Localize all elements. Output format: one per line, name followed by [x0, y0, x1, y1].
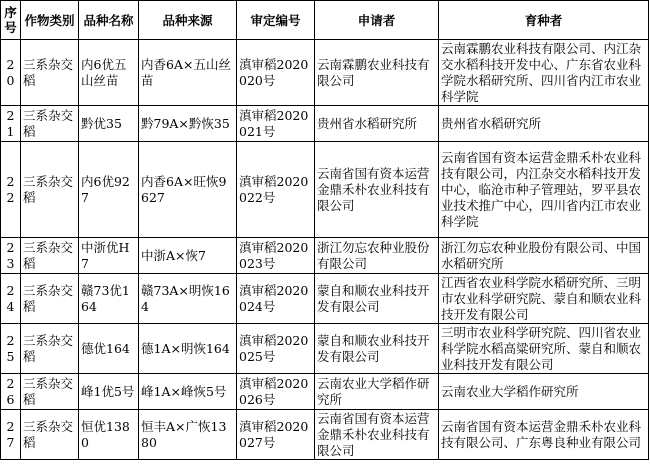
cell-no: 27 [1, 410, 21, 460]
header-applicant: 申请者 [315, 1, 439, 40]
table-row [1, 274, 649, 324]
cell-source: 德1A×明恢164 [139, 324, 237, 374]
cell-source: 内香6A×旺恢9627 [139, 142, 237, 238]
cell-breeder: 贵州省水稻研究所 [439, 106, 649, 142]
header-variety: 品种名称 [79, 1, 139, 40]
cell-variety: 赣73优164 [79, 274, 139, 324]
cell-breeder: 云南省国有资本运营金鼎禾朴农业科技有限公司、广东粤良种业有限公司 [439, 410, 649, 460]
cell-breeder: 云南省国有资本运营金鼎禾朴农业科技有限公司，内江杂交水稻科技开发中心，临沧市种子管理站，罗平县农业技术推广中心，四川省内江市农业科学院 [439, 142, 649, 238]
cell-crop: 三系杂交稻 [21, 40, 79, 106]
cell-breeder: 三明市农业科学研究院、四川省农业科学院水稻高粱研究所、蒙自和顺农业科技开发有限公司 [439, 324, 649, 374]
cell-breeder: 江西省农业科学院水稻研究所、三明市农业科学研究院、蒙自和顺农业科技开发有限公司 [439, 274, 649, 324]
table-row [1, 374, 649, 410]
cell-crop: 三系杂交稻 [21, 142, 79, 238]
table-row [1, 40, 649, 106]
cell-no: 23 [1, 238, 21, 274]
cell-breeder: 云南农业大学稻作研究所 [439, 374, 649, 410]
cell-source: 中浙A×恢7 [139, 238, 237, 274]
header-row [1, 1, 649, 40]
header-breeder: 育种者 [439, 1, 649, 40]
cell-code: 滇审稻2020024号 [237, 274, 315, 324]
cell-variety: 峰1优5号 [79, 374, 139, 410]
header-no: 序号 [1, 1, 21, 40]
cell-source: 黔79A×黔恢35 [139, 106, 237, 142]
cell-crop: 三系杂交稻 [21, 374, 79, 410]
cell-variety: 德优164 [79, 324, 139, 374]
header-crop: 作物类别 [21, 1, 79, 40]
cell-no: 26 [1, 374, 21, 410]
cell-no: 24 [1, 274, 21, 324]
cell-crop: 三系杂交稻 [21, 324, 79, 374]
cell-code: 滇审稻2020023号 [237, 238, 315, 274]
cell-applicant: 蒙自和顺农业科技开发有限公司 [315, 274, 439, 324]
cell-code: 滇审稻2020020号 [237, 40, 315, 106]
cell-code: 滇审稻2020021号 [237, 106, 315, 142]
cell-no: 21 [1, 106, 21, 142]
table-row [1, 324, 649, 374]
cell-source: 内香6A×五山丝苗 [139, 40, 237, 106]
cell-crop: 三系杂交稻 [21, 410, 79, 460]
cell-source: 恒丰A×广恢1380 [139, 410, 237, 460]
table-row [1, 410, 649, 460]
header-source: 品种来源 [139, 1, 237, 40]
cell-applicant: 云南省国有资本运营金鼎禾朴农业科技有限公司 [315, 142, 439, 238]
cell-applicant: 贵州省水稻研究所 [315, 106, 439, 142]
cell-variety: 内6优927 [79, 142, 139, 238]
cell-source: 峰1A×峰恢5号 [139, 374, 237, 410]
cell-applicant: 云南省国有资本运营金鼎禾朴农业科技有限公司 [315, 410, 439, 460]
cell-no: 22 [1, 142, 21, 238]
cell-no: 25 [1, 324, 21, 374]
cell-variety: 内6优五山丝苗 [79, 40, 139, 106]
cell-breeder: 云南霖鹏农业科技有限公司、内江杂交水稻科技开发中心、广东省农业科学院水稻研究所、四川省内江市农业科学院 [439, 40, 649, 106]
cell-applicant: 云南霖鹏农业科技有限公司 [315, 40, 439, 106]
cell-code: 滇审稻2020022号 [237, 142, 315, 238]
table-row [1, 142, 649, 238]
header-code: 审定编号 [237, 1, 315, 40]
cell-crop: 三系杂交稻 [21, 106, 79, 142]
cell-source: 赣73A×明恢164 [139, 274, 237, 324]
cell-code: 滇审稻2020026号 [237, 374, 315, 410]
cell-variety: 恒优1380 [79, 410, 139, 460]
cell-crop: 三系杂交稻 [21, 238, 79, 274]
cell-variety: 中浙优H7 [79, 238, 139, 274]
table-row [1, 238, 649, 274]
cell-no: 20 [1, 40, 21, 106]
cell-crop: 三系杂交稻 [21, 274, 79, 324]
cell-breeder: 浙江勿忘农种业股份有限公司、中国水稻研究所 [439, 238, 649, 274]
cell-variety: 黔优35 [79, 106, 139, 142]
table-row [1, 106, 649, 142]
cell-code: 滇审稻2020027号 [237, 410, 315, 460]
cell-applicant: 蒙自和顺农业科技开发有限公司 [315, 324, 439, 374]
cell-applicant: 云南农业大学稻作研究所 [315, 374, 439, 410]
cell-applicant: 浙江勿忘农种业股份有限公司 [315, 238, 439, 274]
cell-code: 滇审稻2020025号 [237, 324, 315, 374]
